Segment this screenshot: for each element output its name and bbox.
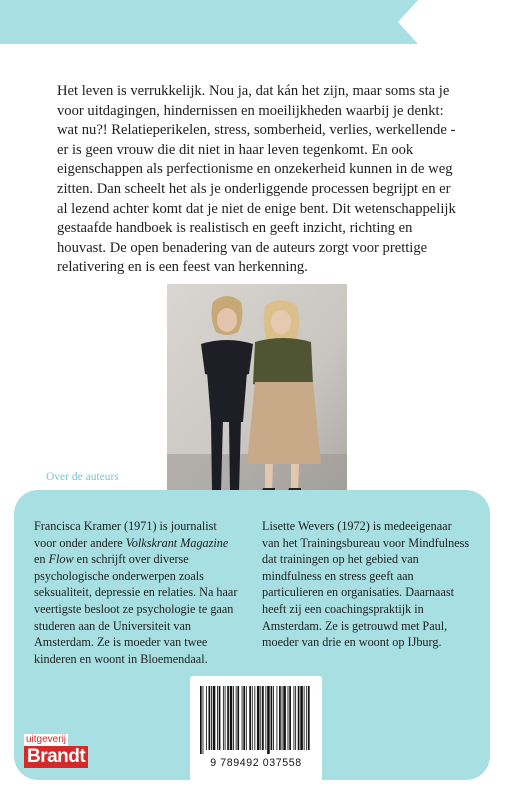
back-cover-blurb: Het leven is verrukkelijk. Nou ja, dat kán het zijn, maar soms sta je voor uitdagingen, hindernissen en moeilijkheden waarbij je denkt: wat nu?! Relatieperikelen, stress, somberheid, verlies, werkellende - er is geen vrouw die dit niet in haar leven tegenkomt. En ook eigenschappen als perfectionisme en onzekerheid kunnen in de weg zitten. Dan scheelt het als je onderliggende processen begrijpt en er al lezend achter komt dat je niet de enige bent. Dit wetenschappelijk gestaafde handboek is realistisch en geeft inzicht, richting en houvast. De open benadering van de auteurs zorgt voor prettige relativering en is een feest van herkenning. <box>57 83 456 276</box>
barcode-bar <box>206 686 207 750</box>
barcode-bar <box>282 686 283 750</box>
author-bio-text: Lisette Wevers (1972) is medeeigenaar van het Trainingsbureau voor Mindfulness dat trainingen op het gebied van mindfulness en stress geeft aan particulieren en organisaties. Daarnaast heeft zij een coachingspraktijk in Amsterdam. Ze is getrouwd met Paul, moeder van drie en woont op IJburg. <box>262 519 470 650</box>
barcode-bar <box>219 686 221 750</box>
barcode-bar <box>217 686 218 750</box>
barcode-bar <box>237 686 239 750</box>
barcode-bar <box>209 686 211 750</box>
barcode-bar <box>294 686 295 750</box>
barcode-bar <box>288 686 289 750</box>
barcode-bar <box>230 686 233 750</box>
barcode-bar <box>260 686 261 750</box>
barcode-bar <box>246 686 247 750</box>
barcode-bar <box>213 686 216 750</box>
authors-section-label: Over de auteurs <box>46 471 119 483</box>
barcode-bar <box>211 686 212 750</box>
barcode-bar <box>283 686 286 750</box>
barcode-bar <box>262 686 264 750</box>
barcode-bar <box>227 686 229 750</box>
barcode-bar <box>295 686 296 750</box>
author-bio-lisette-wevers <box>262 518 470 651</box>
barcode-bar <box>277 686 278 750</box>
barcode-bar <box>254 686 255 750</box>
barcode-bar <box>236 686 237 750</box>
barcode-bar <box>252 686 253 750</box>
barcode-bar <box>233 686 234 750</box>
barcode-bar <box>300 686 303 750</box>
barcode-bar <box>273 686 274 750</box>
top-ribbon <box>0 0 514 70</box>
barcode-bar <box>257 686 260 750</box>
barcode-bar <box>203 686 204 754</box>
publisher-logo-top: uitgeverij <box>26 734 67 745</box>
isbn-number: 9 789492 037558 <box>210 757 302 769</box>
authors-photo <box>167 284 347 509</box>
barcode-bar <box>200 686 202 754</box>
barcode-bar <box>223 686 224 750</box>
barcode-bar <box>279 686 281 750</box>
barcode-bar <box>271 686 273 750</box>
barcode-bar <box>242 686 243 750</box>
barcode-bar <box>298 686 300 750</box>
barcode-bar <box>304 686 305 750</box>
barcode-bar <box>265 686 266 750</box>
author-bio-text: Francisca Kramer (1971) is journalist voor onder andere Volkskrant Magazine en Flow en schrijft over diverse psychologische onderwerpen zoals seksualiteit, depressie en relaties. Na haar veertigste besloot ze psychologie te gaan studeren aan de Universiteit van Amsterdam. Ze is moeder van twee kinderen en woont in Bloemendaal. <box>34 519 238 666</box>
barcode-bar <box>289 686 291 750</box>
publisher-logo-name: Brandt <box>24 746 88 768</box>
barcode-bar <box>249 686 251 750</box>
author-bio-francisca-kramer <box>34 518 239 667</box>
barcode-bar <box>308 686 310 750</box>
barcode-bar <box>267 686 270 754</box>
barcode-bar <box>225 686 226 750</box>
publisher-logo <box>24 734 88 768</box>
barcode-bar <box>306 686 307 750</box>
barcode-bar <box>243 686 245 750</box>
